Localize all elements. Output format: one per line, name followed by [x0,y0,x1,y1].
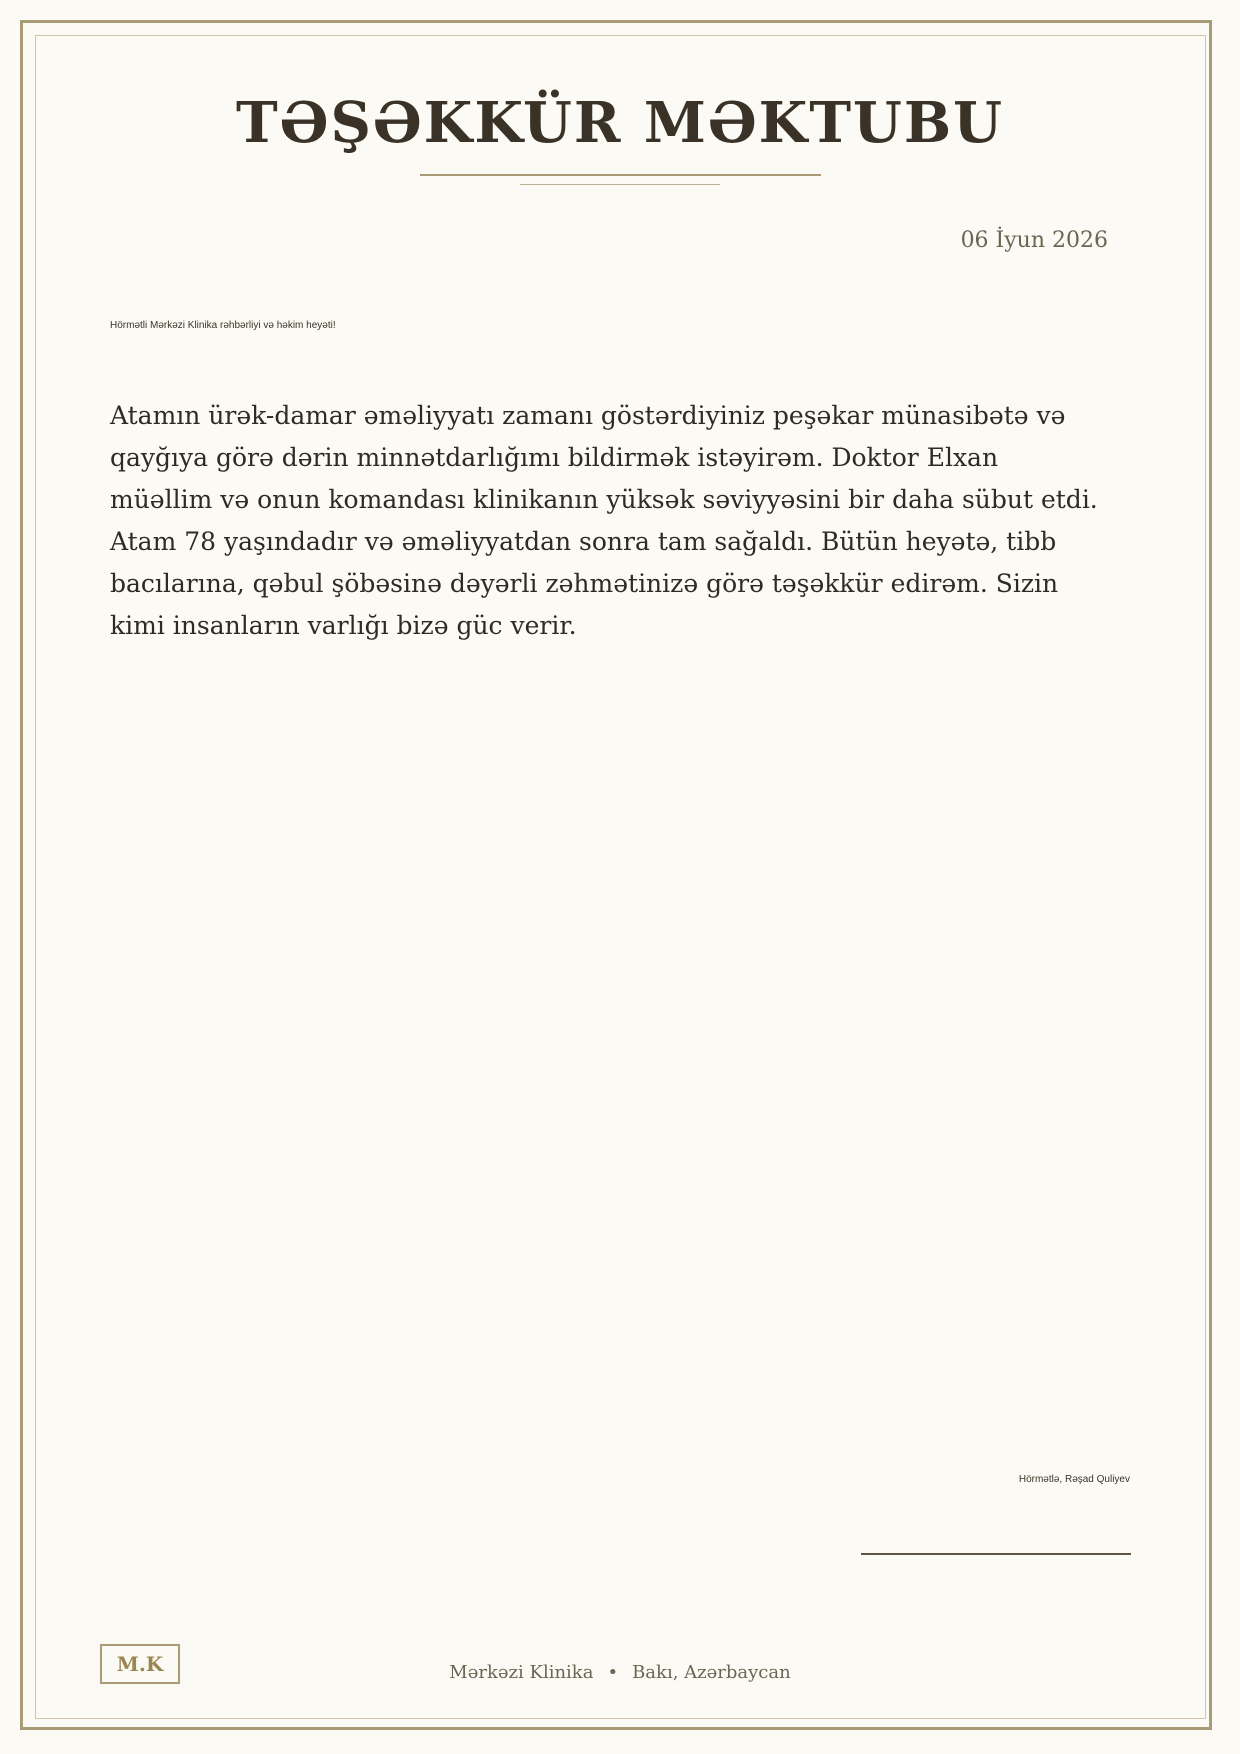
letter-title: TƏŞƏKKÜR MƏKTUBU [235,90,1004,156]
closing-signature-text: Hörmətlə, Rəşad Quliyev [1018,1474,1130,1485]
clinic-monogram-logo: M.K [100,1644,180,1684]
footer-separator: • [607,1662,619,1683]
letter-body: Atamın ürək-damar əməliyyatı zamanı göstərdiyiniz peşəkar münasibətə və qayğıya görə dərin minnətdarlığımı bildirmək istəyirəm. Doktor Elxan müəllim və onun komandası klinikanın yüksək səviyyəsini bir daha sübut etdi. Atam 78 yaşındadır və əməliyyatdan sonra tam sağaldı. Bütün heyətə, tibb bacılarına, qəbul şöbəsinə dəyərli zəhmətinizə görə təşəkkür edirəm. Sizin kimi insanların varlığı bizə güc verir. [110,401,1098,640]
salutation: Hörmətli Mərkəzi Klinika rəhbərliyi və həkim heyəti! [110,320,336,331]
title-divider-short [520,184,720,185]
letter-date: 06 İyun 2026 [960,228,1108,253]
footer-organization: Mərkəzi Klinika [449,1662,594,1683]
page-border-inner [35,35,1206,1719]
footer [0,1662,1240,1683]
title-divider-long [420,174,821,176]
signature-line [861,1553,1131,1555]
footer-location: Bakı, Azərbaycan [632,1662,791,1683]
